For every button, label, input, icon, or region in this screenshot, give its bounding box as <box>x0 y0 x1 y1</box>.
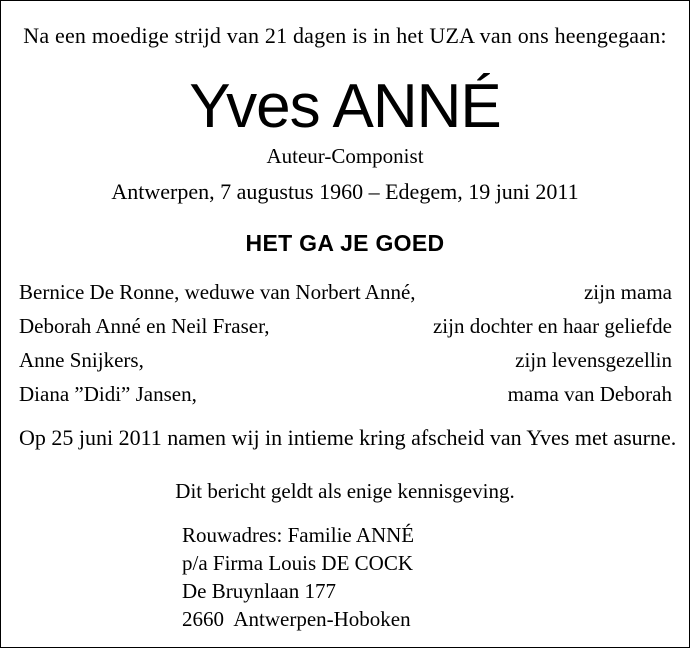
intro-text: Na een moedige strijd van 21 dagen is in het UZA van ons heengegaan: <box>23 23 667 48</box>
relative-row <box>19 382 672 416</box>
address-line: Rouwadres: Familie ANNÉ <box>182 523 415 547</box>
address-line: De Bruynlaan 177 <box>182 579 336 603</box>
address-line: p/a Firma Louis DE COCK <box>182 551 413 575</box>
deceased-name: Yves ANNÉ <box>189 72 501 141</box>
farewell-text: Op 25 juni 2011 namen wij in intieme kring afscheid van Yves met asurne. <box>19 425 677 450</box>
relative-row <box>19 348 672 382</box>
relative-row <box>19 314 672 348</box>
relative-role: zijn dochter en haar geliefde <box>432 314 672 338</box>
relative-role: mama van Deborah <box>507 382 672 406</box>
relative-name: Diana ”Didi” Jansen, <box>19 382 197 406</box>
relative-name: Bernice De Ronne, weduwe van Norbert Anné, <box>19 280 416 304</box>
relative-name: Deborah Anné en Neil Fraser, <box>19 314 270 338</box>
notice-text: Dit bericht geldt als enige kennisgeving. <box>175 479 515 503</box>
relative-row <box>19 280 672 314</box>
relative-name: Anne Snijkers, <box>19 348 144 372</box>
life-dates: Antwerpen, 7 augustus 1960 – Edegem, 19 juni 2011 <box>111 179 579 204</box>
motto-heading: HET GA JE GOED <box>245 230 445 256</box>
relative-role: zijn levensgezellin <box>515 348 672 372</box>
relative-role: zijn mama <box>583 280 672 304</box>
mourning-address <box>182 521 414 633</box>
relatives-list <box>19 280 672 416</box>
profession-text: Auteur-Componist <box>266 144 424 168</box>
address-line: 2660 Antwerpen-Hoboken <box>182 607 411 631</box>
